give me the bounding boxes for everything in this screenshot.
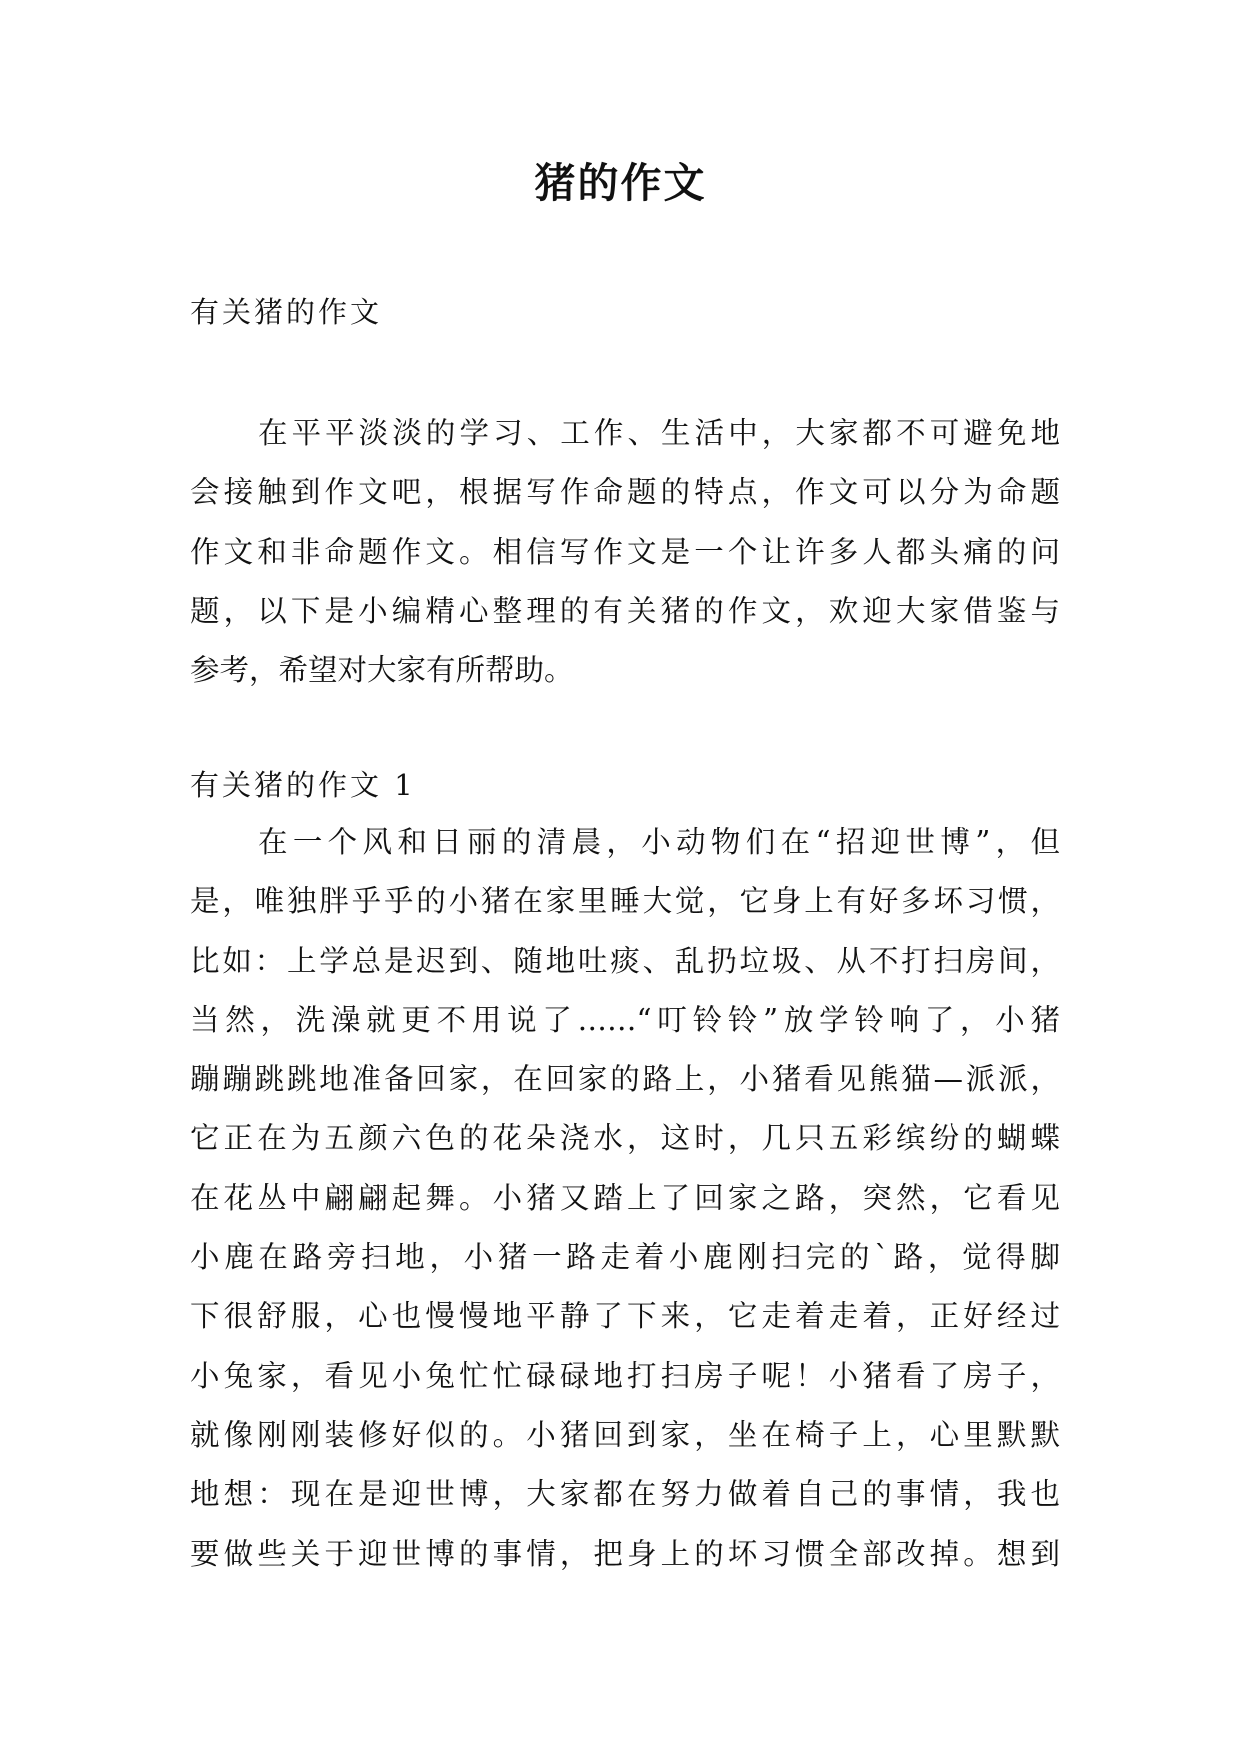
document-subtitle: 有关猪的作文: [190, 295, 383, 329]
intro-paragraph: [190, 404, 1060, 700]
intro-line: 题，以下是小编精心整理的有关猪的作文，欢迎大家借鉴与: [190, 593, 1060, 628]
section-heading: 有关猪的作文 1: [190, 768, 416, 802]
essay-line: 它正在为五颜六色的花朵浇水，这时，几只五彩缤纷的蝴蝶: [190, 1121, 1060, 1156]
essay-line: 地想：现在是迎世博，大家都在努力做着自己的事情，我也: [190, 1477, 1060, 1512]
essay-line: 小鹿在路旁扫地，小猪一路走着小鹿刚扫完的`路，觉得脚: [190, 1240, 1060, 1275]
document-title: 猪的作文: [534, 159, 707, 207]
essay-paragraph: [190, 813, 1060, 1584]
essay-line: 在花丛中翩翩起舞。小猪又踏上了回家之路，突然，它看见: [190, 1180, 1060, 1215]
intro-line: 作文和非命题作文。相信写作文是一个让许多人都头痛的问: [190, 534, 1060, 569]
essay-line: 蹦蹦跳跳地准备回家，在回家的路上，小猪看见熊猫—派派，: [190, 1062, 1060, 1097]
essay-line: 下很舒服，心也慢慢地平静了下来，它走着走着，正好经过: [190, 1299, 1060, 1334]
intro-line: 会接触到作文吧，根据写作命题的特点，作文可以分为命题: [190, 475, 1060, 510]
intro-line: 在平平淡淡的学习、工作、生活中，大家都不可避免地: [258, 416, 1060, 450]
essay-line: 小兔家，看见小兔忙忙碌碌地打扫房子呢！小猪看了房子，: [190, 1358, 1060, 1393]
essay-line: 是，唯独胖乎乎的小猪在家里睡大觉，它身上有好多坏习惯，: [190, 884, 1060, 919]
essay-line: 在一个风和日丽的清晨，小动物们在“招迎世博”，但: [258, 825, 1060, 859]
essay-line: 就像刚刚装修好似的。小猪回到家，坐在椅子上，心里默默: [190, 1417, 1060, 1452]
essay-line: 当然，洗澡就更不用说了……“叮铃铃”放学铃响了，小猪: [190, 1002, 1060, 1037]
essay-line: 要做些关于迎世博的事情，把身上的坏习惯全部改掉。想到: [190, 1536, 1060, 1571]
intro-line: 参考，希望对大家有所帮助。: [190, 653, 574, 688]
essay-line: 比如：上学总是迟到、随地吐痰、乱扔垃圾、从不打扫房间，: [190, 943, 1060, 978]
